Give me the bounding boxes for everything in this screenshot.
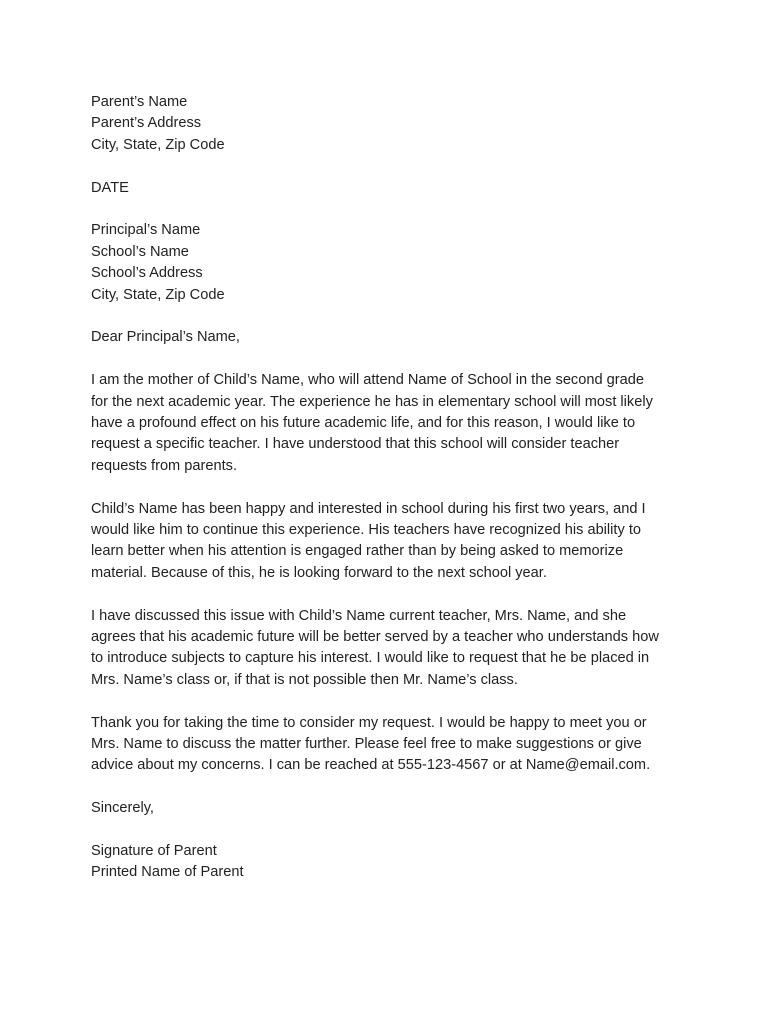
paragraph-child-background (91, 499, 691, 585)
paragraph-line: I am the mother of Child’s Name, who will attend Name of School in the second grade (91, 372, 644, 389)
paragraph-line: material. Because of this, he is looking forward to the next school year. (91, 564, 547, 581)
closing-block (91, 798, 691, 819)
signature-line: Signature of Parent (91, 843, 217, 860)
letter-date: DATE (91, 179, 129, 196)
salutation: Dear Principal’s Name, (91, 329, 240, 346)
paragraph-thank-you (91, 713, 691, 777)
paragraph-line: Thank you for taking the time to consider my request. I would be happy to meet you or (91, 714, 647, 731)
closing: Sincerely, (91, 800, 154, 817)
date-block (91, 178, 691, 199)
paragraph-line: agrees that his academic future will be better served by a teacher who understands how (91, 629, 659, 646)
paragraph-line: Child’s Name has been happy and interested in school during his first two years, and I (91, 500, 646, 517)
paragraph-line: Mrs. Name to discuss the matter further. Please feel free to make suggestions or give (91, 736, 642, 753)
recipient-city-state-zip: City, State, Zip Code (91, 286, 225, 303)
salutation-block (91, 327, 691, 348)
paragraph-line: would like him to continue this experience. His teachers have recognized his ability to (91, 522, 641, 539)
paragraph-line: have a profound effect on his future academic life, and for this reason, I would like to (91, 415, 636, 432)
paragraph-line: to introduce subjects to capture his interest. I would like to request that he be placed in (91, 650, 650, 667)
letter-body (91, 92, 691, 905)
paragraph-intro (91, 370, 691, 477)
paragraph-line: Mrs. Name’s class or, if that is not possible then Mr. Name’s class. (91, 671, 518, 688)
recipient-school-address: School’s Address (91, 265, 203, 282)
paragraph-line: request a specific teacher. I have understood that this school will consider teacher (91, 436, 620, 453)
paragraph-line: I have discussed this issue with Child’s Name current teacher, Mrs. Name, and she (91, 607, 627, 624)
signature-block (91, 841, 691, 884)
sender-address: Parent’s Address (91, 115, 202, 132)
recipient-name: Principal’s Name (91, 222, 201, 239)
sender-name: Parent’s Name (91, 94, 188, 110)
recipient-address-block (91, 220, 691, 306)
paragraph-line: for the next academic year. The experience he has in elementary school will most likely (91, 393, 653, 410)
paragraph-line: requests from parents. (91, 457, 238, 474)
recipient-school-name: School’s Name (91, 243, 189, 260)
paragraph-line: learn better when his attention is engaged rather than by being asked to memorize (91, 543, 624, 560)
paragraph-teacher-request (91, 606, 691, 692)
paragraph-line: advice about my concerns. I can be reached at 555-123-4567 or at Name@email.com. (91, 757, 651, 774)
sender-city-state-zip: City, State, Zip Code (91, 136, 225, 153)
sender-address-block (91, 92, 691, 156)
printed-name: Printed Name of Parent (91, 864, 244, 881)
